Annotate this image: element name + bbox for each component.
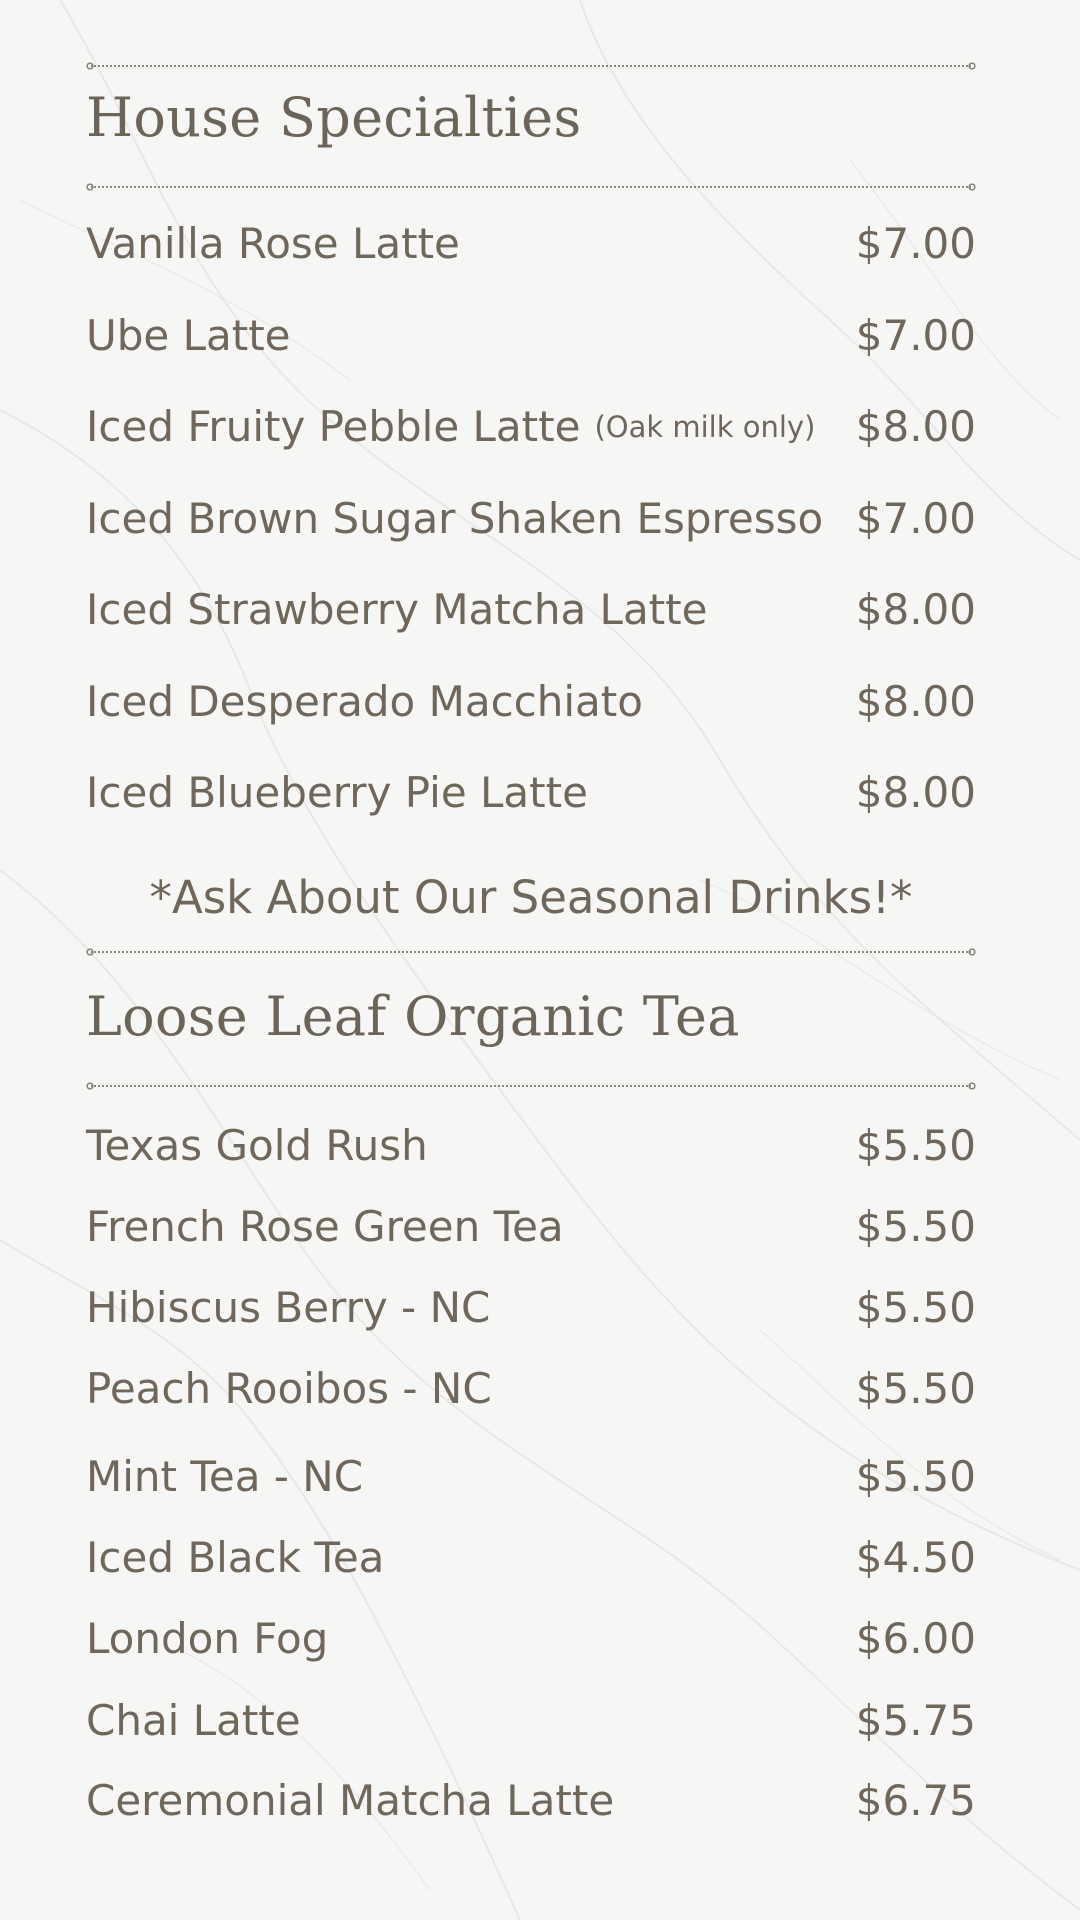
item-note: (Oak milk only) (594, 410, 816, 444)
item-name: Iced Desperado Macchiato (86, 677, 643, 726)
title-divider (86, 183, 976, 191)
item-price: $7.00 (855, 219, 976, 268)
item-name: Iced Strawberry Matcha Latte (86, 585, 708, 634)
menu-item-ube-latte (86, 309, 976, 363)
item-name: Iced Black Tea (86, 1533, 385, 1582)
item-name-with-note (86, 400, 815, 454)
item-price: $6.00 (855, 1614, 976, 1663)
item-price: $5.50 (855, 1283, 976, 1332)
item-name: Hibiscus Berry - NC (86, 1283, 491, 1332)
item-price: $5.50 (855, 1364, 976, 1413)
menu-item-mint-tea-nc (86, 1450, 976, 1504)
menu-item-french-rose-green-tea (86, 1200, 976, 1254)
item-name: Iced Brown Sugar Shaken Espresso (86, 494, 824, 543)
item-name: Texas Gold Rush (86, 1121, 428, 1170)
item-name: Vanilla Rose Latte (86, 219, 460, 268)
item-name: French Rose Green Tea (86, 1202, 564, 1251)
item-price: $5.50 (855, 1202, 976, 1251)
item-price: $7.00 (855, 311, 976, 360)
menu-item-hibiscus-berry-nc (86, 1281, 976, 1335)
item-price: $6.75 (855, 1776, 976, 1825)
house-specialties-title: House Specialties (86, 86, 582, 149)
item-name: Iced Fruity Pebble Latte (86, 402, 581, 451)
loose-leaf-organic-tea-title: Loose Leaf Organic Tea (86, 985, 740, 1048)
item-price: $8.00 (855, 677, 976, 726)
seasonal-drinks-callout: *Ask About Our Seasonal Drinks!* (149, 871, 913, 924)
item-price: $5.50 (855, 1121, 976, 1170)
item-price: $5.75 (855, 1696, 976, 1745)
menu-item-iced-black-tea (86, 1531, 976, 1585)
item-price: $8.00 (855, 402, 976, 451)
menu-item-london-fog (86, 1612, 976, 1666)
item-name: Ceremonial Matcha Latte (86, 1776, 615, 1825)
menu-item-iced-blueberry-pie-latte (86, 766, 976, 820)
item-name: Iced Blueberry Pie Latte (86, 768, 588, 817)
section-divider (86, 948, 976, 956)
item-name: London Fog (86, 1614, 329, 1663)
item-price: $7.00 (855, 494, 976, 543)
item-price: $8.00 (855, 585, 976, 634)
item-name: Peach Rooibos - NC (86, 1364, 492, 1413)
item-name: Ube Latte (86, 311, 291, 360)
menu-item-iced-strawberry-matcha-latte (86, 583, 976, 637)
item-price: $5.50 (855, 1452, 976, 1501)
item-price: $4.50 (855, 1533, 976, 1582)
item-name: Mint Tea - NC (86, 1452, 364, 1501)
menu-item-iced-desperado-macchiato (86, 675, 976, 729)
menu-item-vanilla-rose-latte (86, 217, 976, 271)
menu-item-iced-fruity-pebble-latte (86, 400, 976, 454)
item-price: $8.00 (855, 768, 976, 817)
menu-item-peach-rooibos-nc (86, 1362, 976, 1416)
item-name: Chai Latte (86, 1696, 301, 1745)
menu-sheet (86, 0, 976, 1920)
menu-item-texas-gold-rush (86, 1119, 976, 1173)
menu-item-iced-brown-sugar-shaken-espresso (86, 492, 976, 546)
top-divider (86, 62, 976, 70)
menu-item-chai-latte (86, 1694, 976, 1748)
menu-item-ceremonial-matcha-latte (86, 1774, 976, 1828)
title-divider (86, 1082, 976, 1090)
